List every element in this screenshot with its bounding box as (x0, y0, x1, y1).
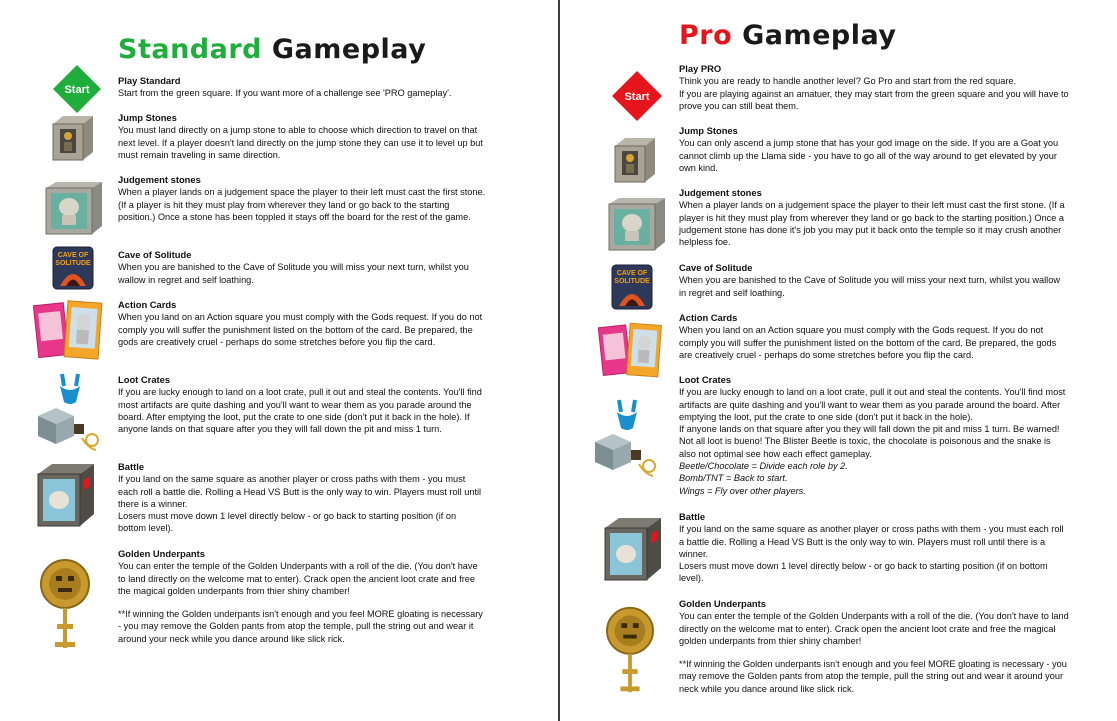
svg-text:Start: Start (64, 84, 90, 96)
pro-section-action-cards: Action Cards When you land on an Action square you must comply with the Gods request. If you do not comply you will suffer the punishment listed on the bottom of the card. Be prepared, the gods are creatively cruel - perhaps do some stretches before you flip the card. (679, 312, 1057, 360)
cave-of-solitude-icon (611, 264, 653, 310)
pro-section-judgement-stones: Judgement stones When a player lands on a judgement space the player to their left must cast the first stone. (If a player is hit they must play from wherever they land or go back to the starting position.) Once a judgement stone has done it's job you may put it back onto the temple so it may crush another helpless foe. (679, 187, 1065, 248)
judgement-stone-icon (603, 196, 667, 252)
svg-text:CAVE OF: CAVE OF (616, 270, 648, 277)
standard-section-battle: Battle If you land on the same square as another player or cross paths with them - you must each roll a battle die. Rolling a Head VS Butt is the only way to win. Players must roll until there is a winner. Losers must move down 1 level directly below - or go back to starting position (if on bottom level). (118, 461, 482, 534)
jump-stone-icon (49, 114, 95, 162)
judgement-stone-icon (40, 180, 104, 236)
standard-section-loot-crates: Loot Crates If you are lucky enough to land on a loot crate, pull it out and steal the contents. You'll find most artifacts are quite dashing and you'll want to wear them as you parade around the board. After emptying the loot, put the crate to one side (don't put it back in the hole). If anyone lands on that square after you they will fall down the pit and miss 1 turn. (118, 374, 482, 435)
pro-section-play: Play PRO Think you are ready to handle another level? Go Pro and start from the red square. If you are playing against an amatuer, they may start from the green square and you will have to prove you can still beat them. (679, 63, 1069, 111)
golden-underpants-icon (605, 604, 655, 696)
start-badge-icon (611, 70, 663, 122)
pro-section-cave: Cave of Solitude When you are banished to the Cave of Solitude you will miss your next turn, whilst you wallow in regret and self loathing. (679, 262, 1060, 298)
pro-title: Pro Gameplay (679, 20, 897, 51)
battle-die-icon (601, 516, 665, 582)
standard-section-golden-underpants: Golden Underpants You can enter the temple of the Golden Underpants with a roll of the die. (You don't have to land directly on the welcome mat to enter). Crack open the ancient loot crate and free the magical golden underpants from thier shiny chamber! **If winning the Golden underpants isn't enough and you feel MORE gloating is necessary - you may remove the Golden pants from atop the temple, pull the string out and wear it around your neck while you dance around like slick rick. (118, 548, 483, 644)
loot-crate-icon (34, 372, 106, 456)
start-badge-icon (52, 64, 102, 114)
loot-crate-icon (591, 398, 663, 482)
action-cards-icon (597, 320, 667, 382)
svg-text:CAVE OF: CAVE OF (57, 252, 89, 259)
standard-section-judgement-stones: Judgement stones When a player lands on a judgement space the player to their left must cast the first stone. (If a player is hit they must play from wherever they land or go back to the starting position.) Once a stone has been toppled it stays off the board for the rest of the game. (118, 174, 486, 222)
standard-section-jump-stones: Jump Stones You must land directly on a jump stone to able to choose which direction to travel on that next level. If a player doesn't land directly on the jump stone they can use it to level up but must remain traveling in same direction. (118, 112, 483, 160)
pro-section-golden-underpants: Golden Underpants You can enter the temple of the Golden Underpants with a roll of the die. (You don't have to land directly on the welcome mat to enter). Crack open the ancient loot crate and free the magical golden underpants from thier shiny chamber! **If winning the Golden underpants isn't enough and you feel MORE gloating is necessary - you may remove the Golden pants from atop the temple, pull the string out and wear it around your neck while you dance around like slick rick. (679, 598, 1069, 694)
action-cards-icon (32, 298, 108, 364)
pro-section-jump-stones: Jump Stones You can only ascend a jump stone that has your god image on the side. If you are a Goat you cannot climb up the Llama side - you have to go all of the way around to get elevated by your own kind. (679, 125, 1059, 173)
svg-text:SOLITUDE: SOLITUDE (55, 260, 91, 267)
svg-text:SOLITUDE: SOLITUDE (614, 278, 650, 285)
standard-title: Standard Gameplay (118, 34, 427, 65)
standard-section-cave: Cave of Solitude When you are banished to the Cave of Solitude you will miss your next turn, whilst you wallow in regret and self loathing. (118, 249, 469, 285)
page-divider (558, 0, 560, 721)
standard-section-action-cards: Action Cards When you land on an Action square you must comply with the Gods request. If you do not comply you will suffer the punishment listed on the bottom of the card. Be prepared, the gods are creatively cruel - perhaps do some stretches before you flip the card. (118, 299, 483, 347)
jump-stone-icon (611, 136, 657, 184)
pro-section-loot-crates: Loot Crates If you are lucky enough to land on a loot crate, pull it out and steal the contents. You'll find most artifacts are quite dashing and you'll want to wear them as you parade around the board. After emptying the loot, put the crate to one side (don't put it back in the hole). If anyone lands on that square after you they will fall down the pit and miss 1 turn. Be warned! Not all loot is bueno! The Blister Beetle is toxic, the chocolate is poisonous and the snake is also not optimal see how each effect gameplay. Beetle/Chocolate = Divide each role by 2. Bomb/TNT = Back to start. Wings = Fly over other players. (679, 374, 1066, 496)
pro-page (561, 0, 1117, 721)
standard-section-play: Play Standard Start from the green square. If you want more of a challenge see 'PRO gameplay'. (118, 75, 452, 99)
svg-text:Start: Start (624, 91, 650, 103)
pro-section-battle: Battle If you land on the same square as another player or cross paths with them - you must each roll a battle die. Rolling a Head VS Butt is the only way to win. Players must roll until there is a winner. Losers must move down 1 level directly below - or go back to starting position (if on bottom level). (679, 511, 1064, 584)
cave-of-solitude-icon (52, 246, 94, 290)
golden-underpants-icon (40, 556, 90, 652)
battle-die-icon (34, 462, 98, 528)
